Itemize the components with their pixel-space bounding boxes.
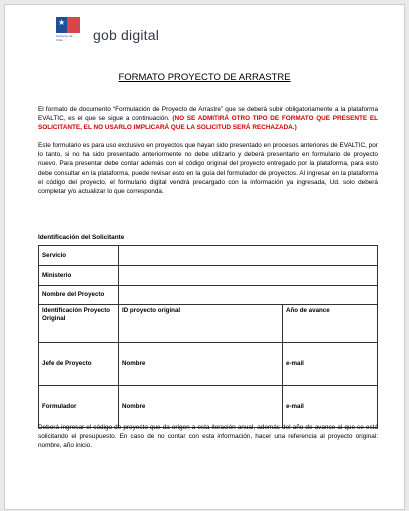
table-row [39,286,378,305]
table-row [39,343,378,386]
section-title: Identificación del Solicitante [38,234,125,241]
instructions-paragraph: Este formulario es para uso exclusivo en proyectos que hayan sido presentado en procesos anteriores de EVALTIC, por lo tanto, si no ha sido presentado anteriormente no debe utilizarlo y deberá presentarlo en formulario de proyecto nuevo. Para presentar debe contar además con el código original del proyecto entregado por la plataforma, para esto debe consultar en la plataforma, puede revisar esto en la guía del formulador de proyectos. Al ingresar en la plataforma el código del proyecto, el formulario digital vendrá precargado con la información ya ingresada, Ud. solo deberá completar y/o actualizar lo que corresponda. [38,142,378,196]
label-jefe-proyecto: Jefe de Proyecto [39,343,119,386]
document-title: FORMATO PROYECTO DE ARRASTRE [118,72,291,83]
government-logo [56,17,80,51]
field-jefe-email[interactable]: e-mail [283,343,378,386]
field-nombre-proyecto[interactable] [119,286,378,305]
field-anio-avance[interactable]: Año de avance [283,305,378,343]
table-row [39,246,378,266]
intro-paragraph [38,105,378,133]
warning-text: (NO SE ADMITIRÁ OTRO TIPO DE FORMATO QUE PRESENTE EL SOLICITANTE, EL NO USARLO IMPLICARÁ QUE LA SOLICITUD SERÁ RECHAZADA.) [38,115,378,132]
applicant-form-table [38,245,378,428]
table-row [39,266,378,286]
government-logo-text: Gobierno de Chile [56,34,73,42]
table-row [39,386,378,428]
field-jefe-nombre[interactable]: Nombre [119,343,283,386]
field-servicio[interactable] [119,246,378,266]
closing-paragraph: Deberá ingresar el código de proyecto que da origen a esta iteración anual, además del año de avance al que se está solicitando el presupuesto. En caso de no contar con esta información, hacer una referencia al proyecto original: nombre, año inicio. [38,424,378,450]
field-formulador-nombre[interactable]: Nombre [119,386,283,428]
field-id-proyecto-original[interactable]: ID proyecto original [119,305,283,343]
field-ministerio[interactable] [119,266,378,286]
star-icon: ★ [58,18,66,27]
label-nombre-proyecto: Nombre del Proyecto [39,286,119,305]
field-formulador-email[interactable]: e-mail [283,386,378,428]
document-page [4,4,405,510]
label-identificacion-proyecto: Identificación Proyecto Original [39,305,119,343]
gob-digital-logo: gob digital [93,27,160,43]
label-servicio: Servicio [39,246,119,266]
label-ministerio: Ministerio [39,266,119,286]
intro-text: El formato de documento “Formulación de Proyecto de Arrastre” que se deberá subir obligatoriamente a la plataforma EVALTIC, es el que se sigue a continuación. [38,106,378,123]
label-formulador: Formulador [39,386,119,428]
table-row [39,305,378,343]
